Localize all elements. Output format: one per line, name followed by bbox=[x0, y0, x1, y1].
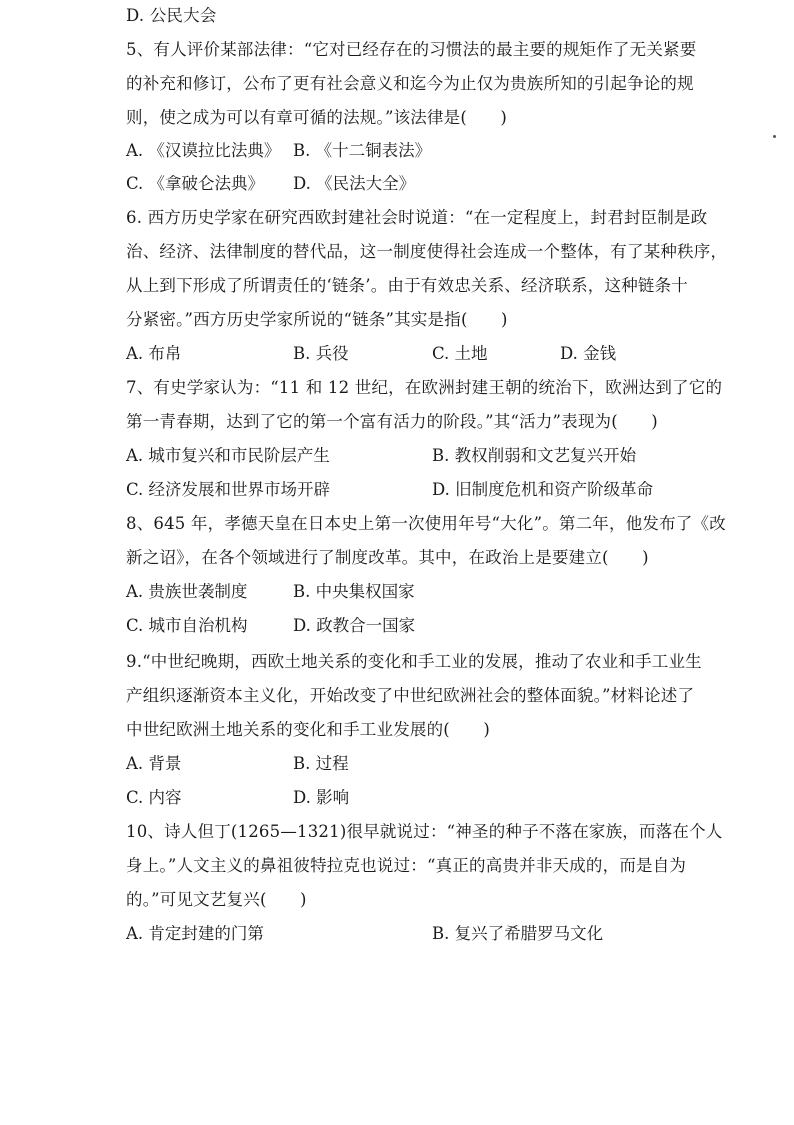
q9-line-3: 中世纪欧洲土地关系的变化和手工业发展的( ) bbox=[126, 720, 490, 739]
q7-option-a: A. 城市复兴和市民阶层产生 bbox=[126, 446, 330, 465]
q7-line-1: 7、有史学家认为：“11 和 12 世纪，在欧洲封建王朝的统治下，欧洲达到了它的 bbox=[126, 378, 723, 397]
q5-line-3: 则，使之成为可以有章可循的法规。”该法律是( ) bbox=[126, 108, 508, 127]
q6-line-1: 6. 西方历史学家在研究西欧封建社会时说道：“在一定程度上，封君封臣制是政 bbox=[126, 208, 708, 227]
q9-option-d: D. 影响 bbox=[293, 788, 350, 807]
q10-line-2: 身上。”人文主义的鼻祖彼特拉克也说过：“真正的高贵并非天成的，而是自为 bbox=[126, 856, 687, 875]
q8-option-d: D. 政教合一国家 bbox=[293, 616, 416, 635]
q5-line-1: 5、有人评价某部法律：“它对已经存在的习惯法的最主要的规矩作了无关紧要 bbox=[126, 40, 697, 59]
q9-option-a: A. 背景 bbox=[126, 754, 182, 773]
q8-option-b: B. 中央集权国家 bbox=[293, 582, 415, 601]
q7-line-2: 第一青春期，达到了它的第一个富有活力的阶段。”其“活力”表现为( ) bbox=[126, 412, 658, 431]
q6-option-b: B. 兵役 bbox=[293, 344, 349, 363]
q5-line-2: 的补充和修订，公布了更有社会意义和迄今为止仅为贵族所知的引起争论的规 bbox=[126, 74, 694, 93]
q5-option-b: B. 《十二铜表法》 bbox=[293, 141, 432, 160]
q6-option-a: A. 布帛 bbox=[126, 344, 182, 363]
scan-speck bbox=[773, 135, 776, 138]
q8-option-a: A. 贵族世袭制度 bbox=[126, 582, 248, 601]
q7-option-c: C. 经济发展和世界市场开辟 bbox=[126, 480, 331, 499]
q5-option-a: A. 《汉谟拉比法典》 bbox=[126, 141, 281, 160]
q9-line-2: 产组织逐渐资本主义化，开始改变了中世纪欧洲社会的整体面貌。”材料论述了 bbox=[126, 686, 695, 705]
prev-option-d: D. 公民大会 bbox=[126, 6, 217, 25]
q10-option-b: B. 复兴了希腊罗马文化 bbox=[432, 924, 604, 943]
q10-line-1: 10、诗人但丁(1265—1321)很早就说过：“神圣的种子不落在家族，而落在个人 bbox=[126, 822, 723, 841]
q7-option-d: D. 旧制度危机和资产阶级革命 bbox=[432, 480, 654, 499]
q8-option-c: C. 城市自治机构 bbox=[126, 616, 248, 635]
q9-option-b: B. 过程 bbox=[293, 754, 349, 773]
q6-option-c: C. 土地 bbox=[432, 344, 488, 363]
q8-line-2: 新之诏》，在各个领域进行了制度改革。其中，在政治上是要建立( ) bbox=[126, 548, 649, 567]
q6-line-3: 从上到下形成了所谓责任的‘链条’。由于有效忠关系、经济联系，这种链条十 bbox=[126, 276, 688, 295]
q6-line-2: 治、经济、法律制度的替代品，这一制度使得社会连成一个整体，有了某种秩序， bbox=[126, 242, 728, 261]
q10-option-a: A. 肯定封建的门第 bbox=[126, 924, 264, 943]
q8-line-1: 8、645 年，孝德天皇在日本史上第一次使用年号“大化”。第二年，他发布了《改 bbox=[126, 514, 726, 533]
q5-option-c: C. 《拿破仑法典》 bbox=[126, 174, 265, 193]
q10-line-3: 的。”可见文艺复兴( ) bbox=[126, 890, 307, 909]
q7-option-b: B. 教权削弱和文艺复兴开始 bbox=[432, 446, 637, 465]
q6-option-d: D. 金钱 bbox=[560, 344, 617, 363]
q9-option-c: C. 内容 bbox=[126, 788, 182, 807]
q5-option-d: D. 《民法大全》 bbox=[293, 174, 416, 193]
q6-line-4: 分紧密。”西方历史学家所说的“链条”其实是指( ) bbox=[126, 310, 508, 329]
q9-line-1: 9.“中世纪晚期，西欧土地关系的变化和手工业的发展，推动了农业和手工业生 bbox=[126, 652, 702, 671]
